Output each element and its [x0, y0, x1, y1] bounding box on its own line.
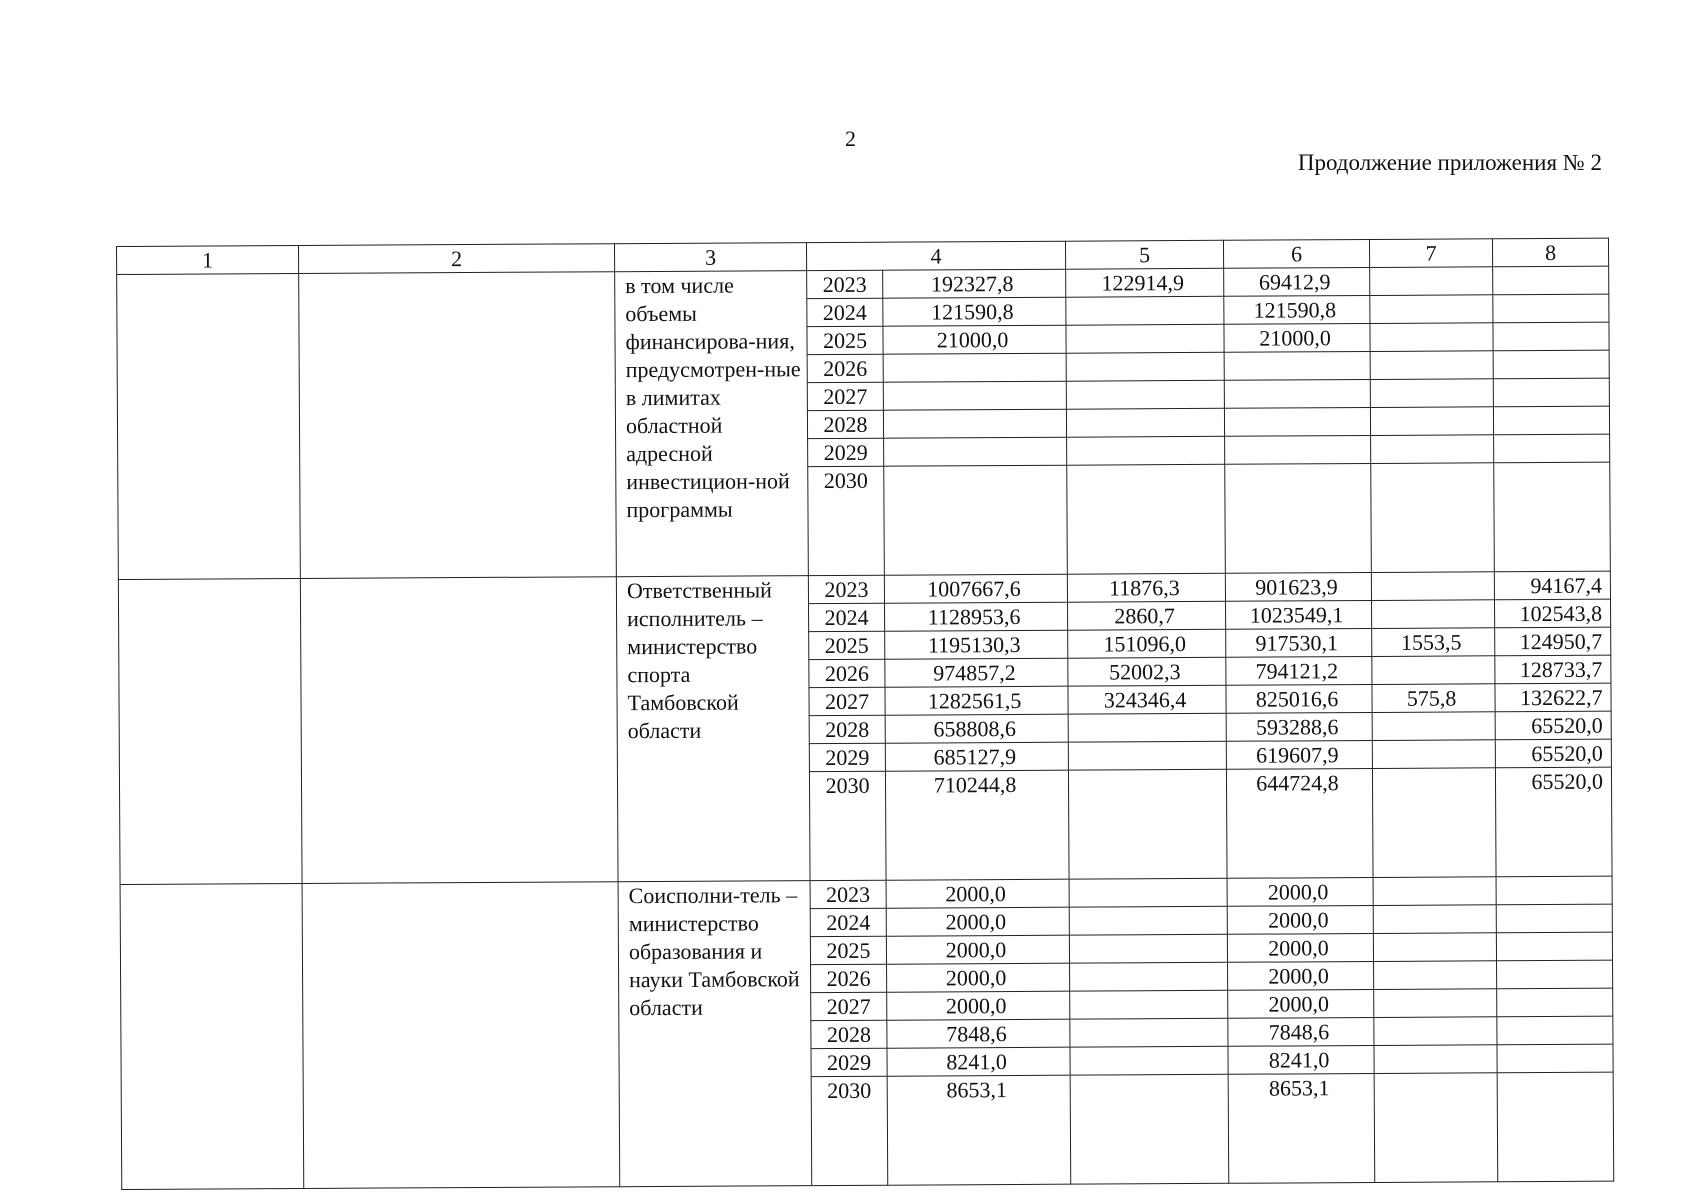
value-cell-c8: 65520,0	[1495, 767, 1612, 877]
value-cell-c5	[1070, 1046, 1228, 1075]
value-cell-c6: 2000,0	[1228, 961, 1374, 990]
value-cell-c4	[883, 353, 1066, 382]
year-cell: 2025	[807, 326, 883, 354]
value-cell-c6: 2000,0	[1228, 989, 1374, 1018]
value-cell-c6	[1224, 351, 1370, 380]
value-cell-c8: 102543,8	[1494, 599, 1610, 628]
value-cell-c5: 151096,0	[1068, 629, 1226, 658]
value-cell-c6: 644724,8	[1226, 768, 1373, 878]
header-col-6: 6	[1223, 239, 1369, 268]
value-cell-c7	[1370, 323, 1493, 352]
value-cell-c5	[1070, 962, 1228, 991]
header-col-2: 2	[298, 244, 614, 274]
value-cell-c5: 2860,7	[1068, 601, 1226, 630]
value-cell-c8	[1497, 960, 1613, 989]
value-cell-c8	[1496, 904, 1612, 933]
header-col-8: 8	[1492, 238, 1608, 267]
block-description: Соисполни-тель – министерство образования и науки Тамбовской области	[618, 881, 812, 1187]
appendix-continuation-title: Продолжение приложения № 2	[1297, 150, 1602, 175]
value-cell-c4: 1195130,3	[885, 630, 1068, 659]
value-cell-c6: 1023549,1	[1226, 600, 1372, 629]
value-cell-c7	[1374, 1017, 1497, 1046]
table-body	[117, 238, 1614, 1189]
value-cell-c8	[1493, 350, 1609, 379]
year-cell: 2023	[808, 575, 884, 603]
value-cell-c4: 121590,8	[883, 297, 1066, 326]
value-cell-c6	[1225, 435, 1371, 464]
value-cell-c5: 11876,3	[1067, 573, 1225, 602]
value-cell-c5	[1069, 906, 1227, 935]
value-cell-c4: 1282561,5	[885, 686, 1068, 715]
year-cell: 2027	[811, 992, 887, 1020]
year-cell: 2024	[809, 603, 885, 631]
year-cell: 2023	[807, 270, 883, 298]
col2-cell	[302, 882, 620, 1189]
value-cell-c8: 132622,7	[1495, 683, 1611, 712]
header-col-5: 5	[1065, 240, 1223, 269]
value-cell-c4	[884, 437, 1067, 466]
value-cell-c8	[1497, 988, 1613, 1017]
year-cell: 2030	[811, 1076, 888, 1185]
value-cell-c8	[1494, 434, 1610, 463]
value-cell-c8	[1497, 1044, 1613, 1073]
year-cell: 2025	[809, 631, 885, 659]
value-cell-c7: 575,8	[1372, 684, 1495, 713]
value-cell-c4: 685127,9	[885, 742, 1068, 771]
value-cell-c4	[883, 409, 1066, 438]
value-cell-c6	[1225, 463, 1372, 573]
value-cell-c6: 2000,0	[1227, 933, 1373, 962]
value-cell-c4	[883, 381, 1066, 410]
value-cell-c7	[1374, 1073, 1498, 1183]
value-cell-c7	[1372, 768, 1496, 878]
header-col-1: 1	[117, 245, 299, 274]
value-cell-c8: 94167,4	[1494, 571, 1610, 600]
value-cell-c4: 8241,0	[887, 1047, 1070, 1076]
value-cell-c7	[1370, 407, 1493, 436]
value-cell-c8	[1496, 932, 1612, 961]
value-cell-c7	[1372, 656, 1495, 685]
value-cell-c4: 2000,0	[886, 907, 1069, 936]
value-cell-c6: 901623,9	[1225, 572, 1371, 601]
year-cell: 2028	[809, 715, 885, 743]
value-cell-c8	[1493, 266, 1609, 295]
header-col-3: 3	[614, 243, 806, 272]
value-cell-c4: 2000,0	[886, 935, 1069, 964]
value-cell-c8	[1493, 294, 1609, 323]
block-description: в том числе объемы финансирова-ния, предусмотрен-ные в лимитах областной адресной инвестицион-ной программы	[615, 271, 809, 577]
year-cell: 2027	[809, 687, 885, 715]
value-cell-c7	[1371, 572, 1494, 601]
value-cell-c7	[1373, 933, 1496, 962]
value-cell-c5	[1066, 352, 1224, 381]
value-cell-c6: 8241,0	[1228, 1045, 1374, 1074]
value-cell-c6: 917530,1	[1226, 628, 1372, 657]
year-cell: 2028	[807, 410, 883, 438]
value-cell-c8: 128733,7	[1495, 655, 1611, 684]
value-cell-c4: 974857,2	[885, 658, 1068, 687]
value-cell-c7	[1370, 351, 1493, 380]
value-cell-c4: 2000,0	[887, 991, 1070, 1020]
financing-table	[116, 238, 1614, 1190]
year-cell: 2024	[807, 298, 883, 326]
value-cell-c7	[1372, 712, 1495, 741]
value-cell-c4: 21000,0	[883, 325, 1066, 354]
value-cell-c6: 69412,9	[1224, 267, 1370, 296]
value-cell-c5	[1070, 1074, 1229, 1184]
year-cell: 2029	[809, 743, 885, 771]
value-cell-c4: 1007667,6	[884, 574, 1067, 603]
value-cell-c5	[1070, 990, 1228, 1019]
value-cell-c7	[1374, 961, 1497, 990]
value-cell-c8	[1493, 406, 1609, 435]
value-cell-c5	[1069, 934, 1227, 963]
value-cell-c5	[1069, 878, 1227, 907]
year-cell: 2029	[811, 1048, 887, 1076]
value-cell-c6: 8653,1	[1228, 1073, 1375, 1183]
value-cell-c6: 794121,2	[1226, 656, 1372, 685]
block-description: Ответственный исполнитель – министерство спорта Тамбовской области	[616, 576, 810, 882]
value-cell-c7: 1553,5	[1372, 628, 1495, 657]
value-cell-c6: 825016,6	[1226, 684, 1372, 713]
value-cell-c5	[1067, 464, 1226, 574]
value-cell-c6	[1224, 407, 1370, 436]
value-cell-c6: 21000,0	[1224, 323, 1370, 352]
value-cell-c5	[1066, 408, 1224, 437]
year-cell: 2024	[810, 908, 886, 936]
value-cell-c7	[1371, 600, 1494, 629]
value-cell-c8	[1493, 378, 1609, 407]
value-cell-c5	[1070, 1018, 1228, 1047]
value-cell-c8: 65520,0	[1495, 739, 1611, 768]
year-cell: 2025	[810, 936, 886, 964]
year-cell: 2030	[809, 771, 886, 880]
value-cell-c4: 1128953,6	[885, 602, 1068, 631]
header-col-7: 7	[1369, 239, 1492, 268]
value-cell-c6: 593288,6	[1226, 712, 1372, 741]
value-cell-c7	[1370, 267, 1493, 296]
value-cell-c5: 324346,4	[1068, 685, 1226, 714]
value-cell-c8: 124950,7	[1495, 627, 1611, 656]
value-cell-c4: 710244,8	[885, 770, 1069, 880]
value-cell-c8: 65520,0	[1495, 711, 1611, 740]
value-cell-c7	[1374, 989, 1497, 1018]
value-cell-c5: 52002,3	[1068, 657, 1226, 686]
value-cell-c7	[1371, 435, 1494, 464]
year-cell: 2026	[807, 354, 883, 382]
year-cell: 2028	[811, 1020, 887, 1048]
year-cell: 2030	[808, 466, 885, 575]
value-cell-c5	[1068, 769, 1227, 879]
value-cell-c4: 192327,8	[883, 269, 1066, 298]
value-cell-c7	[1372, 740, 1495, 769]
header-col-4: 4	[806, 241, 1065, 270]
value-cell-c4: 8653,1	[887, 1075, 1071, 1185]
value-cell-c6: 619607,9	[1226, 740, 1372, 769]
value-cell-c8	[1497, 1072, 1614, 1182]
value-cell-c5	[1066, 296, 1224, 325]
value-cell-c4	[884, 465, 1068, 575]
col1-cell	[118, 578, 302, 884]
value-cell-c7	[1374, 1045, 1497, 1074]
col1-cell	[117, 273, 301, 579]
year-cell: 2029	[808, 438, 884, 466]
col1-cell	[120, 883, 304, 1189]
col2-cell	[300, 577, 618, 884]
value-cell-c5	[1066, 324, 1224, 353]
year-cell: 2026	[809, 659, 885, 687]
value-cell-c8	[1493, 322, 1609, 351]
value-cell-c7	[1370, 379, 1493, 408]
value-cell-c4: 2000,0	[886, 879, 1069, 908]
value-cell-c8	[1494, 462, 1611, 572]
year-cell: 2027	[807, 382, 883, 410]
value-cell-c5	[1066, 380, 1224, 409]
value-cell-c5	[1067, 436, 1225, 465]
value-cell-c7	[1371, 463, 1495, 573]
value-cell-c6: 2000,0	[1227, 905, 1373, 934]
value-cell-c5	[1068, 713, 1226, 742]
value-cell-c5: 122914,9	[1066, 268, 1224, 297]
value-cell-c7	[1373, 905, 1496, 934]
year-cell: 2026	[811, 964, 887, 992]
value-cell-c4: 2000,0	[887, 963, 1070, 992]
col2-cell	[299, 272, 617, 579]
value-cell-c6	[1224, 379, 1370, 408]
value-cell-c6: 121590,8	[1224, 295, 1370, 324]
value-cell-c6: 7848,6	[1228, 1017, 1374, 1046]
page-number: 2	[845, 126, 856, 151]
value-cell-c7	[1373, 877, 1496, 906]
value-cell-c6: 2000,0	[1227, 877, 1373, 906]
value-cell-c4: 7848,6	[887, 1019, 1070, 1048]
value-cell-c8	[1496, 876, 1612, 905]
value-cell-c8	[1497, 1016, 1613, 1045]
value-cell-c7	[1370, 295, 1493, 324]
value-cell-c4: 658808,6	[885, 714, 1068, 743]
value-cell-c5	[1068, 741, 1226, 770]
year-cell: 2023	[810, 880, 886, 908]
